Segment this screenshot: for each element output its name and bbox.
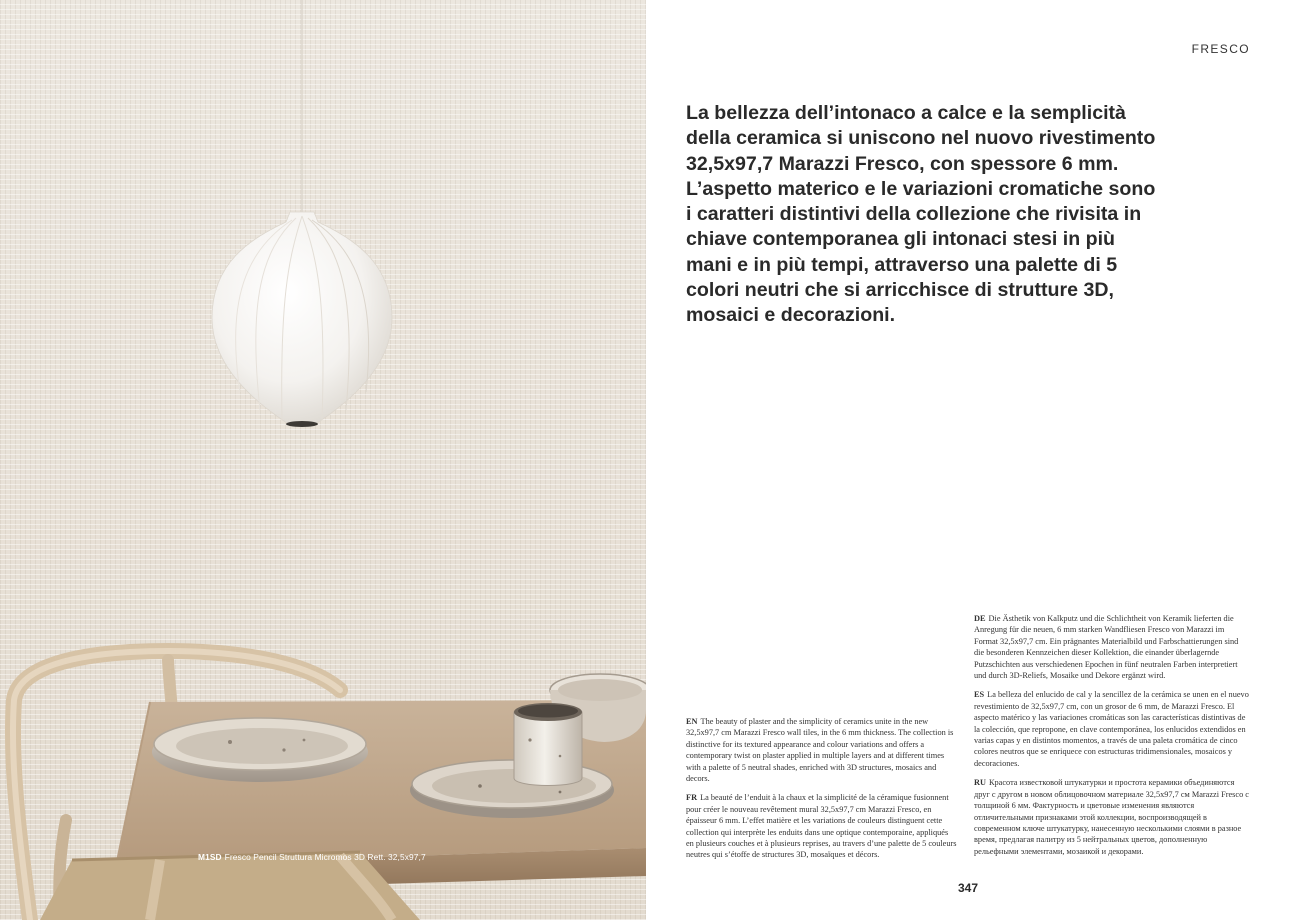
caption-product-code: M1SD [198, 852, 222, 862]
translation-ru [974, 777, 1250, 857]
ceramic-cup [514, 703, 582, 786]
translation-fr-text: La beauté de l’enduit à la chaux et la simplicité de la céramique fusionnent pour créer le nouveau revêtement mural 32,5x97,7 cm Marazzi Fresco, en épaisseur 6 mm. L’effet matière et les variations de couleurs distinguent cette collection qui interprète les enduits dans une optique contemporaine, appliqués en plusieurs couches et à plusieurs reprises, au travers d’une palette de 5 couleurs neutres qui s’étoffe de structures 3D, mosaïques et décors. [686, 793, 957, 860]
chair-seat [40, 852, 420, 920]
lang-code-ru: RU [974, 778, 986, 788]
translation-es [974, 689, 1250, 769]
lang-code-en: EN [686, 717, 698, 726]
translations-column-right [974, 613, 1250, 865]
ceramic-plate-small [410, 760, 614, 818]
pendant-lamp [212, 212, 392, 427]
translation-en [686, 716, 958, 784]
ceramic-plate-large [152, 718, 368, 782]
translation-de [974, 613, 1250, 681]
section-title: FRESCO [1191, 42, 1250, 56]
page-number: 347 [957, 881, 979, 895]
translation-es-text: La belleza del enlucido de cal y la sencillez de la cerámica se unen en el nuevo revestimiento de 32,5x97,7 cm, con un grosor de 6 mm, de Marazzi Fresco. El aspecto matérico y las variaciones cromáticas son las características distintivas de la colección, que repropone, en clave contemporánea, los enlucidos extendidos en varias capas y en distintos momentos, a través de una paleta cromática de cinco colores neutros que se enriquece con estructuras tridimensionales, mosaicos y decoraciones. [974, 690, 1249, 768]
caption-product-name: Fresco Pencil Struttura Micromos 3D Rett. 32,5x97,7 [224, 852, 426, 862]
translations-column-left [686, 716, 958, 869]
lang-code-es: ES [974, 690, 985, 700]
translation-en-text: The beauty of plaster and the simplicity of ceramics unite in the new 32,5x97,7 cm Marazzi Fresco wall tiles, in the 6 mm thickness. The collection is distinctive for its textured appearance and colour variations and offers a contemporary twist on plaster applied in multiple layers and at different times with a palette of 5 neutral shades, enriched with 3D structures, mosaics and decors. [686, 717, 954, 784]
translation-ru-text: Красота известковой штукатурки и простота керамики объединяются друг с другом в новом облицовочном материале 32,5x97,7 см Marazzi Fresco с толщиной 6 мм. Фактурность и цветовые изменения являются отличительными признаками этой коллекции, воспроизводящей в современном ключе штукатурку, нанесенную несколькими слоями в разное время, предлагая палитру из 5 нейтральных цветов, дополненную рельефными элементами, мозаикой и декорами. [974, 778, 1249, 856]
photo-caption [198, 852, 426, 862]
lang-code-fr: FR [686, 793, 698, 803]
translation-de-text: Die Ästhetik von Kalkputz und die Schlichtheit von Keramik lieferten die Anregung für die neuen, 6 mm starken Wandfliesen Fresco von Marazzi im Format 32,5x97,7 cm. Ein prägnantes Materialbild und Farbschattierungen sind die besonderen Kennzeichen dieser Kollektion, die einander überlagernde Putzschichten aus verschiedenen Epochen in fünf neutralen Farben interpretiert und durch 3D-Reliefs, Mosaike und Dekore ergänzt wird. [974, 614, 1239, 681]
translation-fr [686, 792, 958, 860]
lang-code-de: DE [974, 614, 986, 623]
lead-paragraph: La bellezza dell’intonaco a calce e la semplicità della ceramica si uniscono nel nuovo rivestimento 32,5x97,7 Marazzi Fresco, con spessore 6 mm. L’aspetto materico e le variazioni cromatiche sono i caratteri distintivi della collezione che rivisita in chiave contemporanea gli intonaci stesi in più mani e in più tempi, attraverso una palette di 5 colori neutri che si arricchisce di strutture 3D, mosaici e decorazioni. [686, 102, 1156, 327]
